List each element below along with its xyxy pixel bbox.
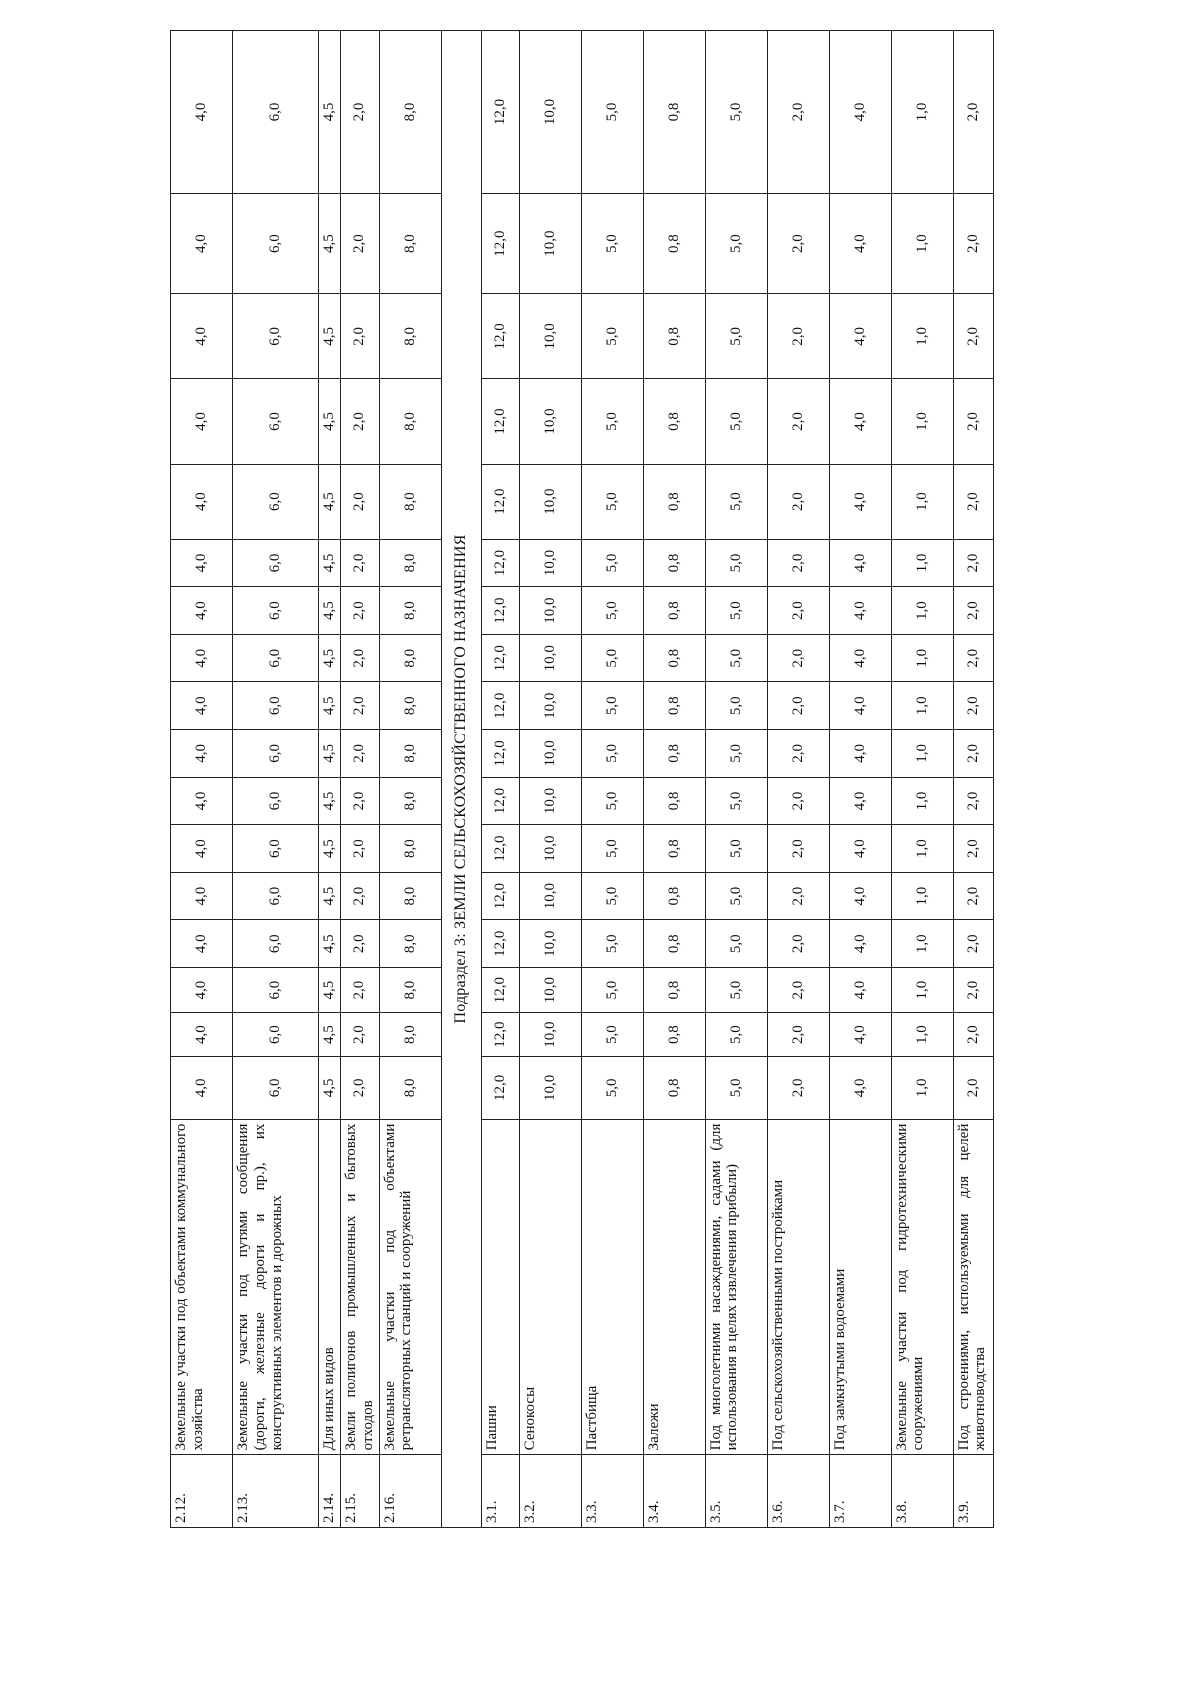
rate-value: 5,0 (705, 634, 767, 682)
rate-value: 8,0 (379, 587, 441, 635)
rate-value: 10,0 (519, 777, 581, 825)
rate-value: 0,8 (643, 920, 705, 968)
rate-value: 1,0 (891, 294, 953, 379)
rate-value: 2,0 (767, 730, 829, 778)
rate-value: 6,0 (233, 294, 319, 379)
rate-value: 12,0 (481, 634, 519, 682)
rate-value: 0,8 (643, 587, 705, 635)
rate-value: 5,0 (581, 464, 643, 539)
rate-value: 2,0 (953, 1057, 993, 1120)
rate-value: 2,0 (341, 968, 380, 1013)
land-category-name: Пастбища (581, 1119, 643, 1455)
rate-value: 8,0 (379, 920, 441, 968)
row-number: 3.7. (829, 1455, 891, 1528)
rate-value: 4,5 (319, 920, 341, 968)
table-row (341, 31, 380, 1528)
section-header-row (441, 31, 481, 1528)
rate-value: 5,0 (581, 968, 643, 1013)
table-row (953, 31, 993, 1528)
rate-value: 1,0 (891, 1057, 953, 1120)
rate-value: 8,0 (379, 539, 441, 587)
row-number: 2.16. (379, 1455, 441, 1528)
rate-value: 5,0 (705, 464, 767, 539)
rate-value: 4,0 (171, 872, 233, 920)
rate-value: 5,0 (581, 31, 643, 194)
rate-value: 4,5 (319, 539, 341, 587)
rate-value: 4,5 (319, 1013, 341, 1057)
row-number: 3.2. (519, 1455, 581, 1528)
rate-value: 12,0 (481, 294, 519, 379)
rate-value: 1,0 (891, 634, 953, 682)
rate-value: 8,0 (379, 682, 441, 730)
rate-value: 2,0 (767, 777, 829, 825)
rate-value: 2,0 (953, 587, 993, 635)
rate-value: 4,0 (829, 682, 891, 730)
land-category-name: Под замкнутыми водоемами (829, 1119, 891, 1455)
row-number: 3.4. (643, 1455, 705, 1528)
rate-value: 4,5 (319, 31, 341, 194)
rate-value: 4,0 (829, 1013, 891, 1057)
rate-value: 5,0 (581, 920, 643, 968)
rate-value: 8,0 (379, 968, 441, 1013)
rate-value: 12,0 (481, 682, 519, 730)
rate-value: 2,0 (953, 1013, 993, 1057)
rate-value: 10,0 (519, 920, 581, 968)
rate-value: 5,0 (581, 379, 643, 464)
rate-value: 4,5 (319, 872, 341, 920)
rate-value: 2,0 (953, 825, 993, 873)
rate-value: 12,0 (481, 539, 519, 587)
rate-value: 10,0 (519, 968, 581, 1013)
rate-value: 5,0 (581, 825, 643, 873)
rate-value: 10,0 (519, 31, 581, 194)
rate-value: 2,0 (953, 464, 993, 539)
rate-value: 5,0 (705, 968, 767, 1013)
rate-value: 4,5 (319, 825, 341, 873)
rate-value: 4,5 (319, 294, 341, 379)
table-row (379, 31, 441, 1528)
rate-value: 4,0 (829, 872, 891, 920)
rate-value: 0,8 (643, 464, 705, 539)
rate-value: 4,0 (171, 1057, 233, 1120)
rate-value: 5,0 (581, 872, 643, 920)
rate-value: 2,0 (767, 634, 829, 682)
rate-value: 2,0 (341, 825, 380, 873)
rate-value: 1,0 (891, 920, 953, 968)
rate-value: 8,0 (379, 1013, 441, 1057)
table-row (705, 31, 767, 1528)
rate-value: 6,0 (233, 539, 319, 587)
rate-value: 8,0 (379, 872, 441, 920)
rate-value: 5,0 (581, 777, 643, 825)
rate-value: 0,8 (643, 194, 705, 294)
row-number: 3.5. (705, 1455, 767, 1528)
rate-value: 2,0 (953, 379, 993, 464)
rate-value: 8,0 (379, 634, 441, 682)
rate-value: 2,0 (341, 777, 380, 825)
table-row (643, 31, 705, 1528)
rate-value: 2,0 (341, 872, 380, 920)
rate-value: 2,0 (341, 31, 380, 194)
rate-value: 5,0 (581, 634, 643, 682)
rate-value: 4,0 (171, 777, 233, 825)
rate-value: 2,0 (767, 968, 829, 1013)
rate-value: 4,5 (319, 194, 341, 294)
row-number: 3.6. (767, 1455, 829, 1528)
rate-value: 6,0 (233, 730, 319, 778)
rate-value: 10,0 (519, 825, 581, 873)
rate-value: 2,0 (341, 920, 380, 968)
land-category-name: Сенокосы (519, 1119, 581, 1455)
rate-value: 1,0 (891, 682, 953, 730)
rate-value: 2,0 (953, 730, 993, 778)
rate-value: 6,0 (233, 194, 319, 294)
rate-value: 12,0 (481, 777, 519, 825)
rate-value: 6,0 (233, 634, 319, 682)
rate-value: 4,5 (319, 777, 341, 825)
rate-value: 4,0 (171, 968, 233, 1013)
rate-value: 2,0 (341, 587, 380, 635)
rate-value: 4,5 (319, 1057, 341, 1120)
rate-value: 4,0 (829, 1057, 891, 1120)
rate-value: 4,0 (829, 539, 891, 587)
rate-value: 0,8 (643, 777, 705, 825)
rate-value: 4,0 (171, 539, 233, 587)
rate-value: 12,0 (481, 825, 519, 873)
rate-value: 12,0 (481, 464, 519, 539)
rate-value: 5,0 (581, 194, 643, 294)
rate-value: 5,0 (705, 587, 767, 635)
rate-value: 2,0 (341, 194, 380, 294)
rate-value: 8,0 (379, 194, 441, 294)
rate-value: 2,0 (767, 1013, 829, 1057)
rate-value: 5,0 (705, 379, 767, 464)
rate-value: 12,0 (481, 920, 519, 968)
rate-value: 2,0 (341, 634, 380, 682)
rate-value: 6,0 (233, 872, 319, 920)
rate-value: 12,0 (481, 1013, 519, 1057)
rate-value: 0,8 (643, 634, 705, 682)
rate-value: 4,5 (319, 587, 341, 635)
rate-value: 6,0 (233, 1013, 319, 1057)
rate-value: 1,0 (891, 194, 953, 294)
rate-value: 10,0 (519, 682, 581, 730)
land-category-name: Под строениями, используемыми для целей животноводства (953, 1119, 993, 1455)
rate-value: 6,0 (233, 920, 319, 968)
rate-value: 0,8 (643, 730, 705, 778)
land-category-name: Для иных видов (319, 1119, 341, 1455)
land-category-name: Земельные участки под объектами коммунального хозяйства (171, 1119, 233, 1455)
rate-value: 4,0 (829, 730, 891, 778)
rate-value: 2,0 (341, 464, 380, 539)
rate-value: 10,0 (519, 294, 581, 379)
rate-value: 2,0 (953, 920, 993, 968)
rate-value: 4,5 (319, 634, 341, 682)
rotated-table-wrapper (170, 30, 1118, 1528)
rate-value: 8,0 (379, 1057, 441, 1120)
rate-value: 2,0 (767, 194, 829, 294)
rate-value: 12,0 (481, 379, 519, 464)
rate-value: 4,0 (171, 464, 233, 539)
rate-value: 4,0 (171, 31, 233, 194)
rate-value: 10,0 (519, 194, 581, 294)
rate-value: 2,0 (767, 920, 829, 968)
rate-value: 5,0 (705, 777, 767, 825)
rate-value: 4,0 (829, 777, 891, 825)
rate-value: 1,0 (891, 31, 953, 194)
rate-value: 5,0 (705, 920, 767, 968)
rate-value: 2,0 (953, 634, 993, 682)
rate-value: 10,0 (519, 464, 581, 539)
rate-value: 4,0 (829, 920, 891, 968)
rate-value: 2,0 (341, 294, 380, 379)
rate-value: 8,0 (379, 31, 441, 194)
section-title: Подраздел 3: ЗЕМЛИ СЕЛЬСКОХОЗЯЙСТВЕННОГО НАЗНАЧЕНИЯ (441, 31, 481, 1528)
rate-value: 6,0 (233, 968, 319, 1013)
row-number: 2.12. (171, 1455, 233, 1528)
rate-value: 5,0 (705, 825, 767, 873)
rate-value: 8,0 (379, 730, 441, 778)
rate-value: 6,0 (233, 1057, 319, 1120)
rate-value: 2,0 (767, 872, 829, 920)
table-row (581, 31, 643, 1528)
table-row (829, 31, 891, 1528)
rate-value: 12,0 (481, 194, 519, 294)
rate-value: 4,0 (829, 634, 891, 682)
rate-value: 2,0 (341, 1057, 380, 1120)
rate-value: 12,0 (481, 587, 519, 635)
table-row (519, 31, 581, 1528)
rate-value: 4,5 (319, 464, 341, 539)
rate-value: 4,0 (829, 194, 891, 294)
rate-value: 10,0 (519, 730, 581, 778)
rate-value: 12,0 (481, 1057, 519, 1120)
rate-value: 5,0 (705, 1013, 767, 1057)
rate-value: 8,0 (379, 464, 441, 539)
land-category-name: Залежи (643, 1119, 705, 1455)
rate-value: 1,0 (891, 587, 953, 635)
rate-value: 6,0 (233, 587, 319, 635)
row-number: 2.15. (341, 1455, 380, 1528)
rate-value: 2,0 (953, 539, 993, 587)
rate-value: 2,0 (767, 682, 829, 730)
row-number: 3.9. (953, 1455, 993, 1528)
rate-value: 4,0 (829, 294, 891, 379)
rate-value: 2,0 (953, 968, 993, 1013)
rate-value: 5,0 (705, 682, 767, 730)
rate-value: 0,8 (643, 872, 705, 920)
land-category-name: Под многолетними насаждениями, садами (для использования в целях извлечения прибыли) (705, 1119, 767, 1455)
rate-value: 1,0 (891, 464, 953, 539)
rate-value: 5,0 (705, 1057, 767, 1120)
rate-value: 4,0 (171, 825, 233, 873)
rate-value: 4,0 (171, 634, 233, 682)
rate-value: 2,0 (767, 464, 829, 539)
rate-value: 5,0 (705, 194, 767, 294)
rate-value: 4,0 (829, 464, 891, 539)
rate-value: 5,0 (705, 730, 767, 778)
rate-value: 5,0 (581, 730, 643, 778)
rate-value: 12,0 (481, 968, 519, 1013)
land-category-name: Под сельскохозяйственными постройками (767, 1119, 829, 1455)
rate-value: 2,0 (767, 587, 829, 635)
rate-value: 4,0 (829, 587, 891, 635)
rate-value: 0,8 (643, 539, 705, 587)
rate-value: 2,0 (341, 682, 380, 730)
rate-value: 5,0 (705, 31, 767, 194)
rate-value: 12,0 (481, 31, 519, 194)
rate-value: 6,0 (233, 825, 319, 873)
rate-value: 4,0 (171, 294, 233, 379)
rate-value: 1,0 (891, 872, 953, 920)
rate-value: 0,8 (643, 1013, 705, 1057)
rate-value: 10,0 (519, 634, 581, 682)
row-number: 3.3. (581, 1455, 643, 1528)
rate-value: 1,0 (891, 825, 953, 873)
rate-value: 0,8 (643, 682, 705, 730)
rate-value: 2,0 (341, 730, 380, 778)
rate-value: 4,0 (171, 682, 233, 730)
rate-value: 4,0 (829, 825, 891, 873)
rate-value: 6,0 (233, 682, 319, 730)
rate-value: 8,0 (379, 825, 441, 873)
rate-value: 10,0 (519, 872, 581, 920)
rate-value: 12,0 (481, 730, 519, 778)
table-row (233, 31, 319, 1528)
rates-table (170, 30, 994, 1528)
rate-value: 8,0 (379, 777, 441, 825)
row-number: 2.14. (319, 1455, 341, 1528)
rate-value: 2,0 (767, 31, 829, 194)
rate-value: 4,0 (171, 730, 233, 778)
rate-value: 5,0 (705, 294, 767, 379)
rate-value: 5,0 (581, 587, 643, 635)
table-row (767, 31, 829, 1528)
rate-value: 1,0 (891, 379, 953, 464)
rate-value: 5,0 (581, 1013, 643, 1057)
rate-value: 4,5 (319, 730, 341, 778)
rate-value: 2,0 (341, 379, 380, 464)
row-number: 3.1. (481, 1455, 519, 1528)
rate-value: 8,0 (379, 379, 441, 464)
rate-value: 1,0 (891, 539, 953, 587)
rate-value: 0,8 (643, 31, 705, 194)
rate-value: 2,0 (953, 31, 993, 194)
rate-value: 4,0 (171, 1013, 233, 1057)
rate-value: 10,0 (519, 587, 581, 635)
rate-value: 6,0 (233, 31, 319, 194)
rate-value: 10,0 (519, 1057, 581, 1120)
rate-value: 10,0 (519, 379, 581, 464)
rate-value: 4,5 (319, 968, 341, 1013)
rate-value: 5,0 (705, 539, 767, 587)
table-row (481, 31, 519, 1528)
table-row (319, 31, 341, 1528)
table-row (171, 31, 233, 1528)
rate-value: 1,0 (891, 1013, 953, 1057)
rate-value: 5,0 (705, 872, 767, 920)
rate-value: 4,0 (829, 31, 891, 194)
rate-value: 2,0 (953, 294, 993, 379)
rate-value: 2,0 (341, 1013, 380, 1057)
rate-value: 5,0 (581, 294, 643, 379)
rate-value: 4,0 (171, 587, 233, 635)
rate-value: 0,8 (643, 294, 705, 379)
rate-value: 1,0 (891, 730, 953, 778)
row-number: 2.13. (233, 1455, 319, 1528)
rate-value: 2,0 (767, 825, 829, 873)
land-category-name: Земли полигонов промышленных и бытовых отходов (341, 1119, 380, 1455)
rate-value: 2,0 (953, 194, 993, 294)
rate-value: 0,8 (643, 968, 705, 1013)
table-row (891, 31, 953, 1528)
rate-value: 12,0 (481, 872, 519, 920)
rate-value: 2,0 (953, 777, 993, 825)
land-category-name: Земельные участки под гидротехническими сооружениями (891, 1119, 953, 1455)
rate-value: 0,8 (643, 379, 705, 464)
rate-value: 6,0 (233, 464, 319, 539)
row-number: 3.8. (891, 1455, 953, 1528)
rate-value: 2,0 (767, 379, 829, 464)
rate-value: 10,0 (519, 539, 581, 587)
rate-value: 2,0 (767, 1057, 829, 1120)
rate-value: 4,5 (319, 379, 341, 464)
rate-value: 6,0 (233, 379, 319, 464)
rate-value: 2,0 (953, 682, 993, 730)
rate-value: 2,0 (767, 294, 829, 379)
rate-value: 4,0 (171, 920, 233, 968)
rate-value: 1,0 (891, 777, 953, 825)
rate-value: 0,8 (643, 1057, 705, 1120)
rate-value: 5,0 (581, 539, 643, 587)
rate-value: 10,0 (519, 1013, 581, 1057)
rate-value: 4,0 (171, 194, 233, 294)
rate-value: 1,0 (891, 968, 953, 1013)
rate-value: 4,0 (829, 379, 891, 464)
rate-value: 4,5 (319, 682, 341, 730)
rate-value: 0,8 (643, 825, 705, 873)
land-category-name: Земельные участки под путями сообщения (дороги, железные дороги и пр.), их конструктивных элементов и дорожных (233, 1119, 319, 1455)
rate-value: 4,0 (171, 379, 233, 464)
land-category-name: Земельные участки под объектами ретрансляторных станций и сооружений (379, 1119, 441, 1455)
land-category-name: Пашни (481, 1119, 519, 1455)
rate-value: 4,0 (829, 968, 891, 1013)
rate-value: 2,0 (767, 539, 829, 587)
rate-value: 6,0 (233, 777, 319, 825)
rate-value: 2,0 (341, 539, 380, 587)
rate-value: 5,0 (581, 1057, 643, 1120)
rate-value: 2,0 (953, 872, 993, 920)
rate-value: 8,0 (379, 294, 441, 379)
rate-value: 5,0 (581, 682, 643, 730)
